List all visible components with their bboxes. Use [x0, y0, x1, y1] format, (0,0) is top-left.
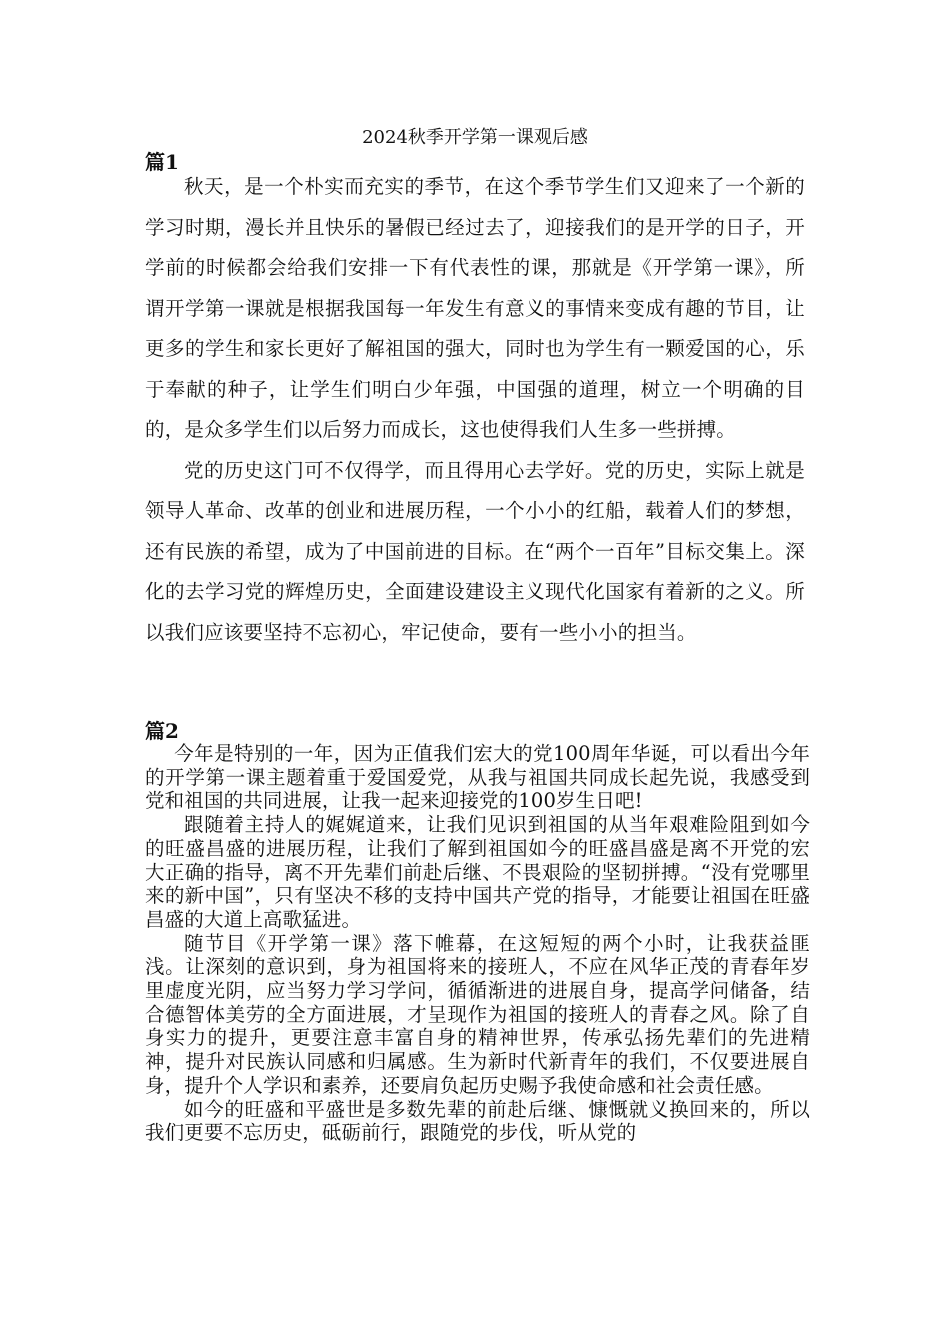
paragraph: 随节目《开学第一课》落下帷幕，在这短短的两个小时，让我获益匪浅。让深刻的意识到，身为祖国将来的接班人，不应在风华正茂的青春年岁里虚度光阴，应当努力学习学问，循循渐进的进展自身，提高学问储备，结合德智体美劳的全方面进展，才呈现作为祖国的接班人的青春之风。除了自身实力的提升，更要注意丰富自身的精神世界，传承弘扬先辈们的先进精神，提升对民族认同感和归属感。生为新时代新青年的我们，不仅要进展自身，提升个人学识和素养，还要肩负起历史赐予我使命感和社会责任感。 — [145, 931, 810, 1097]
paragraph: 如今的旺盛和平盛世是多数先辈的前赴后继、慷慨就义换回来的，所以我们更要不忘历史，砥砺前行，跟随党的步伐，听从党的 — [145, 1097, 810, 1145]
section-2-body — [145, 742, 810, 1145]
paragraph: 今年是特别的一年，因为正值我们宏大的党100周年华诞，可以看出今年的开学第一课主题着重于爱国爱党，从我与祖国共同成长起先说，我感受到党和祖国的共同进展，让我一起来迎接党的100岁生日吧! — [145, 742, 810, 813]
paragraph: 党的历史这门可不仅得学，而且得用心去学好。党的历史，实际上就是领导人革命、改革的创业和进展历程，一个小小的红船，载着人们的梦想，还有民族的希望，成为了中国前进的目标。在“两个一百年”目标交集上。深化的去学习党的辉煌历史，全面建设建设主义现代化国家有着新的之义。所以我们应该要坚持不忘初心，牢记使命，要有一些小小的担当。 — [145, 458, 805, 644]
paragraph: 跟随着主持人的娓娓道来，让我们见识到祖国的从当年艰难险阻到如今的旺盛昌盛的进展历程，让我们了解到祖国如今的旺盛昌盛是离不开党的宏大正确的指导，离不开先辈们前赴后继、不畏艰险的坚韧拼搏。“没有党哪里来的新中国”，只有坚决不移的支持中国共产党的指导，才能要让祖国在旺盛昌盛的大道上高歌猛进。 — [145, 813, 810, 931]
section-1-body — [145, 167, 805, 653]
section-heading-2: 篇2 — [145, 719, 179, 743]
paragraph: 秋天，是一个朴实而充实的季节，在这个季节学生们又迎来了一个新的学习时期，漫长并且快乐的暑假已经过去了，迎接我们的是开学的日子，开学前的时候都会给我们安排一下有代表性的课，那就是《开学第一课》，所谓开学第一课就是根据我国每一年发生有意义的事情来变成有趣的节目，让更多的学生和家长更好了解祖国的强大，同时也为学生有一颗爱国的心，乐于奉献的种子，让学生们明白少年强，中国强的道理，树立一个明确的目的，是众多学生们以后努力而成长，这也使得我们人生多一些拼搏。 — [145, 175, 805, 441]
document-title: 2024秋季开学第一课观后感 — [362, 127, 588, 148]
section-heading-1: 篇1 — [145, 150, 179, 174]
